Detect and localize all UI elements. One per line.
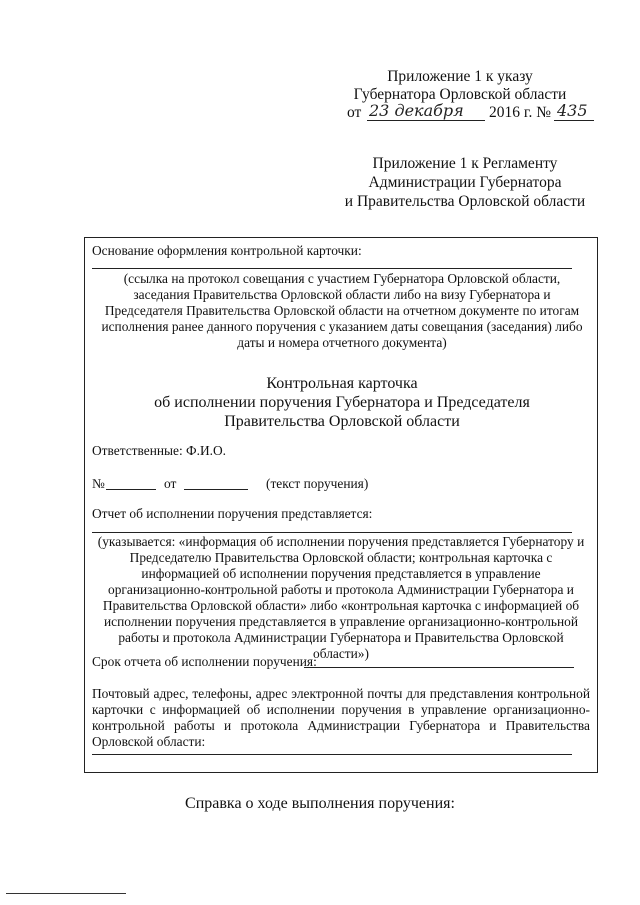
- deadline-field[interactable]: [304, 667, 574, 668]
- regulation-line1: Приложение 1 к Регламенту: [372, 155, 558, 172]
- order-date-field[interactable]: [184, 489, 248, 490]
- regulation-line2: Администрации Губернатора: [368, 174, 562, 191]
- report-hint: (указывается: «информация об исполнении поручения представляется Губернатору и Председателю Правительства Орловской области; контрольная карточка с информацией об исполнении поручения представляется в управление организационно-контрольной работы и протокола Администрации Губернатора и Правительства Орловской области» либо «контрольная карточка с информацией об исполнении поручения представляется в управление организационно-контрольной работы и протокола Администрации Губернатора и Правительства Орловской области»): [97, 534, 585, 661]
- decree-number-underline: [554, 120, 594, 121]
- card-title: [85, 374, 599, 431]
- progress-report-title: Справка о ходе выполнения поручения:: [185, 795, 455, 812]
- contacts-text: Почтовый адрес, телефоны, адрес электронной почты для представления контрольной карточки с информацией об исполнении поручения в управление организационно-контрольной работы и протокола Администрации Губернатора и Правительства Орловской области:: [92, 686, 590, 749]
- decree-year-label: 2016 г. №: [489, 104, 552, 121]
- order-number-label: №: [92, 476, 105, 491]
- report-label: Отчет об исполнении поручения представляется:: [92, 506, 373, 521]
- basis-hint: (ссылка на протокол совещания с участием Губернатора Орловской области, заседания Правительства Орловской области либо на визу Губернатора и Председателя Правительства Орловской области на отчетном документе по итогам исполнения ранее данного поручения с указанием даты совещания (заседания) либо даты и номера отчетного документа): [101, 271, 583, 350]
- order-text-placeholder: (текст поручения): [266, 476, 369, 491]
- order-from-label: от: [164, 476, 177, 491]
- control-card-box: [84, 237, 598, 773]
- basis-label: Основание оформления контрольной карточки:: [92, 243, 362, 258]
- card-title-line3: Правительства Орловской области: [224, 413, 460, 430]
- card-title-line1: Контрольная карточка: [266, 375, 418, 392]
- regulation-line3: и Правительства Орловской области: [344, 193, 586, 210]
- deadline-row: [92, 654, 582, 672]
- decree-date-handwritten: 23 декабря: [369, 101, 464, 120]
- card-title-line2: об исполнении поручения Губернатора и Председателя: [154, 394, 530, 411]
- contacts-field-line[interactable]: [92, 754, 572, 755]
- order-number-row: [92, 476, 572, 494]
- decree-appendix-header: [340, 68, 580, 104]
- decree-appendix-line2: Губернатора Орловской области: [353, 86, 567, 103]
- decree-appendix-line1: Приложение 1 к указу: [387, 68, 533, 85]
- decree-from-label: от: [347, 104, 362, 121]
- deadline-label: Срок отчета об исполнении поручения:: [92, 654, 317, 669]
- decree-date-underline: [367, 120, 485, 121]
- footnote-rule: [6, 893, 126, 894]
- regulation-appendix-header: [340, 154, 590, 211]
- report-field-line[interactable]: [92, 532, 572, 533]
- basis-field-line[interactable]: [92, 268, 572, 269]
- responsible-label: Ответственные: Ф.И.О.: [92, 443, 227, 458]
- order-number-field[interactable]: [106, 489, 156, 490]
- decree-number-handwritten: 435: [557, 101, 588, 120]
- decree-date-number-line: [347, 101, 597, 126]
